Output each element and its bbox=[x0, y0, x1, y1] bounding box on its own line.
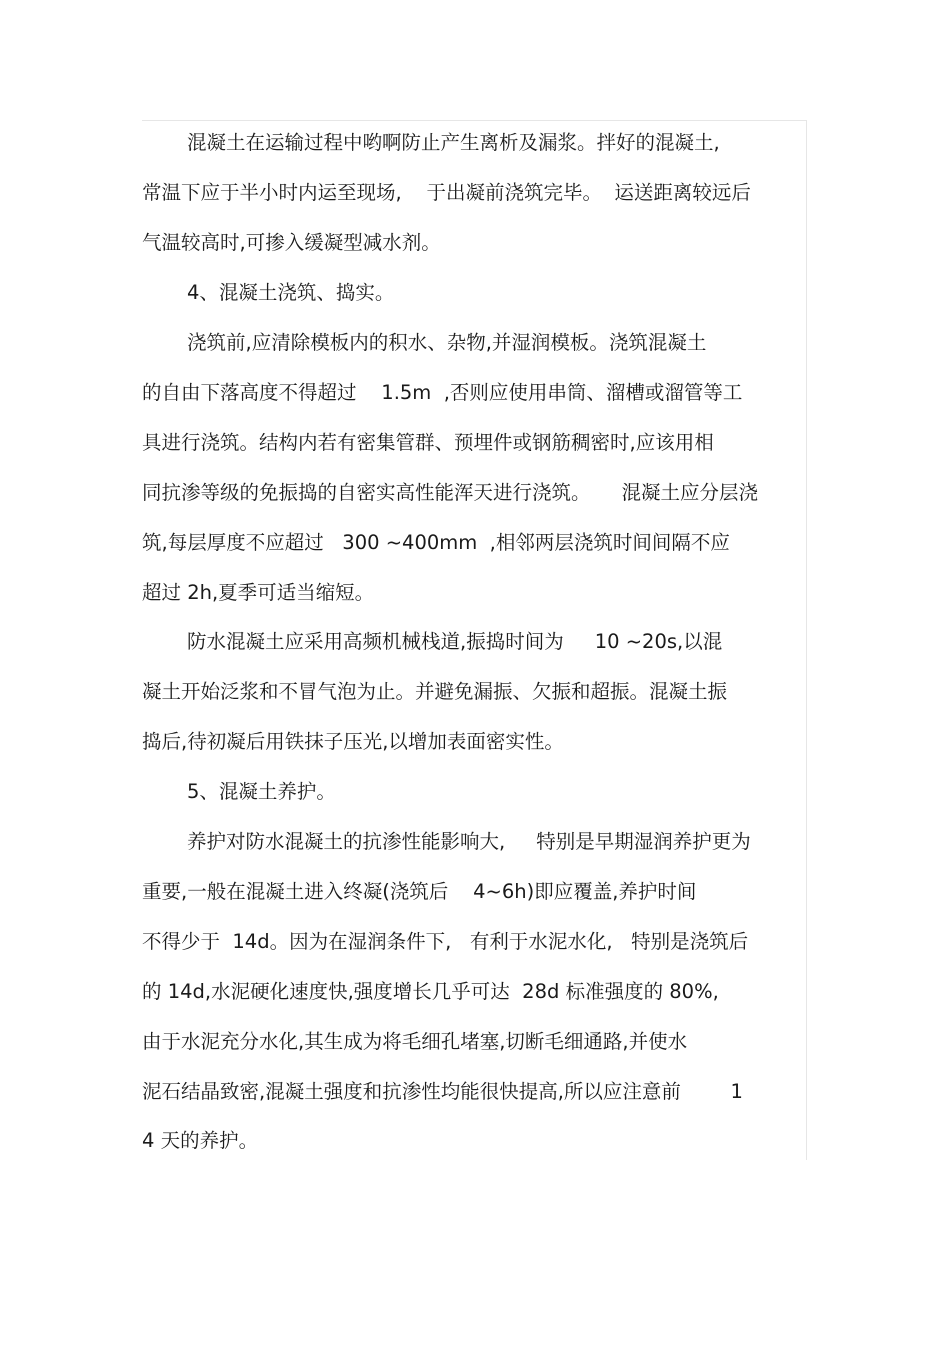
text-line: 防水混凝土应采用高频机械栈道,振捣时间为 10 ~20s,以混 bbox=[187, 630, 723, 653]
text-line: 不得少于 14d。因为在湿润条件下, 有利于水泥水化, 特别是浇筑后 bbox=[142, 930, 749, 953]
text-line: 凝土开始泛浆和不冒气泡为止。并避免漏振、欠振和超振。混凝土振 bbox=[142, 680, 728, 703]
text-line: 泥石结晶致密,混凝土强度和抗渗性均能很快提高,所以应注意前 1 bbox=[142, 1080, 743, 1103]
section-heading: 4、混凝土浇筑、捣实。 bbox=[187, 281, 395, 304]
text-line: 4 天的养护。 bbox=[142, 1129, 259, 1152]
text-line: 养护对防水混凝土的抗渗性能影响大, 特别是早期湿润养护更为 bbox=[187, 830, 751, 853]
text-line: 的 14d,水泥硬化速度快,强度增长几乎可达 28d 标准强度的 80%, bbox=[142, 980, 719, 1003]
text-line: 气温较高时,可掺入缓凝型减水剂。 bbox=[142, 231, 441, 254]
text-line: 同抗渗等级的免振捣的自密实高性能浑天进行浇筑。 混凝土应分层浇 bbox=[142, 481, 758, 504]
text-line: 浇筑前,应清除模板内的积水、杂物,并湿润模板。浇筑混凝土 bbox=[187, 331, 707, 354]
text-line: 常温下应于半小时内运至现场, 于出凝前浇筑完毕。 运送距离较远后 bbox=[142, 181, 751, 204]
text-line: 具进行浇筑。结构内若有密集管群、预埋件或钢筋稠密时,应该用相 bbox=[142, 431, 714, 454]
text-line: 重要,一般在混凝土进入终凝(浇筑后 4~6h)即应覆盖,养护时间 bbox=[142, 880, 697, 903]
text-line: 捣后,待初凝后用铁抹子压光,以增加表面密实性。 bbox=[142, 730, 564, 753]
text-line: 筑,每层厚度不应超过 300 ~400mm ,相邻两层浇筑时间间隔不应 bbox=[142, 531, 730, 554]
text-line: 超过 2h,夏季可适当缩短。 bbox=[142, 581, 375, 604]
section-heading: 5、混凝土养护。 bbox=[187, 780, 336, 803]
page-frame bbox=[142, 120, 807, 1160]
text-line: 混凝土在运输过程中哟啊防止产生离析及漏浆。拌好的混凝土, bbox=[187, 131, 720, 154]
text-line: 由于水泥充分水化,其生成为将毛细孔堵塞,切断毛细通路,并使水 bbox=[142, 1030, 688, 1053]
text-line: 的自由下落高度不得超过 1.5m ,否则应使用串筒、溜槽或溜管等工 bbox=[142, 381, 743, 404]
